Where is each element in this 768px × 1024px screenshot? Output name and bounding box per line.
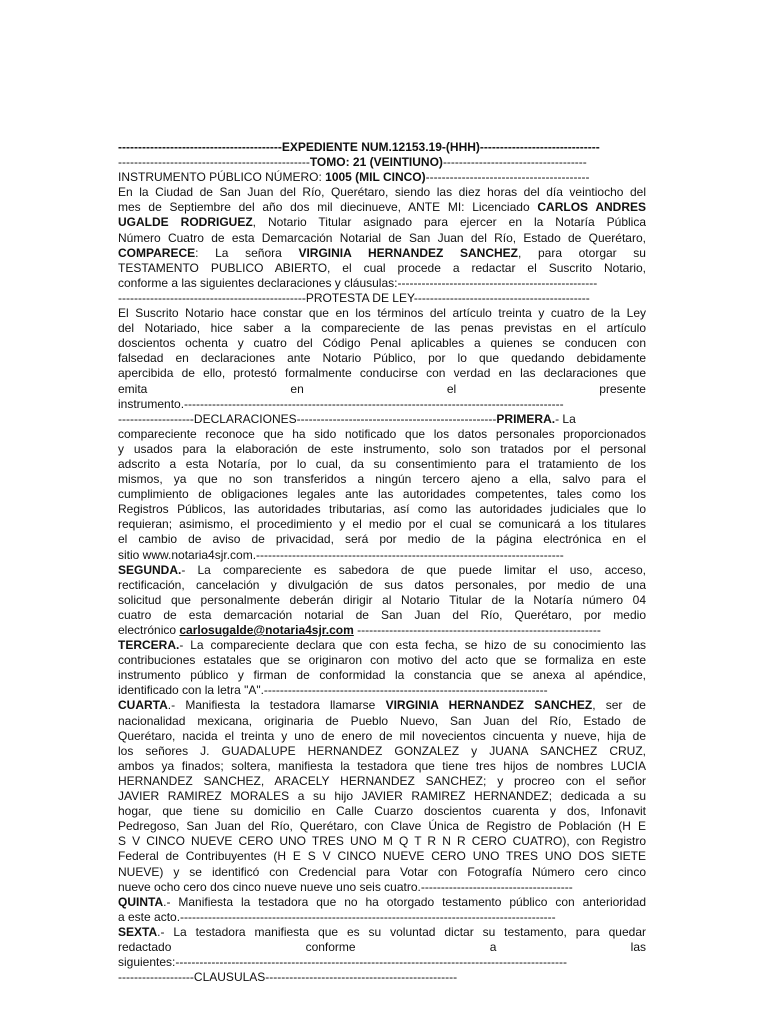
expediente-line: -----------------------------------------EXPEDIENTE NUM.12153.19-(HHH)------------------------------: [118, 140, 600, 154]
cuarta-line: CUARTA.- Manifiesta la testadora llamarse VIRGINIA HERNANDEZ SANCHEZ, ser de: [118, 698, 646, 713]
protesta-line: doscientos ochenta y cuatro del Código Penal aplicables a quienes se conducen con: [118, 336, 646, 351]
sexta-line: redactado conforme a las: [118, 939, 646, 954]
segunda-line: SEGUNDA.- La compareciente es sabedora de que puede limitar el uso, acceso,: [118, 562, 646, 577]
protesta-line: del Notariado, hice saber a la compareciente de las penas previstas en el artículo: [118, 321, 646, 336]
segunda-line: electrónico carlosugalde@notaria4sjr.com -------------------------------------------------------------: [118, 623, 601, 637]
segunda-line: cuatro de esta demarcación notarial de San Juan del Río, Querétaro, por medio: [118, 607, 646, 622]
primera-line: Registros Públicos, las autoridades tributarias, así como las autoridades judiciales que lo: [118, 502, 646, 517]
email-link[interactable]: carlosugalde@notaria4sjr.com: [179, 623, 354, 637]
intro-line: UGALDE RODRIGUEZ, Notario Titular asignado para ejercer en la Notaría Pública: [118, 215, 646, 230]
cuarta-line: hogar, que tiene su domicilio en Calle Cuarzo doscientos cuarenta y dos, Infonavit: [118, 804, 646, 819]
quinta-line: QUINTA.- Manifiesta la testadora que no ha otorgado testamento público con anterioridad: [118, 894, 646, 909]
notarial-document: [118, 140, 646, 985]
cuarta-line: Federal de Contribuyentes (H E S V CINCO NUEVE CERO UNO TRES UNO DOS SIETE: [118, 849, 646, 864]
primera-line: requieran; asimismo, el procedimiento y el medio por el cual se comunicará a los titulares: [118, 517, 646, 532]
primera-line: adscrito a esta Notaría, por lo cual, da su consentimiento para el tratamiento de los: [118, 456, 646, 471]
protesta-line: El Suscrito Notario hace constar que en los términos del artículo treinta y cuatro de la Ley: [118, 306, 646, 321]
tercera-line: contribuciones estatales que se originaron con motivo del acto que se formaliza en este: [118, 653, 646, 668]
primera-line: sitio www.notaria4sjr.com.-----------------------------------------------------------------------------: [118, 547, 564, 562]
comparece-line: COMPARECE: La señora VIRGINIA HERNANDEZ SANCHEZ, para otorgar su: [118, 245, 646, 260]
segunda-line: rectificación, cancelación y divulgación de sus datos personales, por medio de una: [118, 577, 646, 592]
primera-line: y usados para la elaboración de este instrumento, solo son tratados por el personal: [118, 441, 646, 456]
segunda-line: solicitud que personalmente deberán dirigir al Notario Titular de la Notaría número 04: [118, 592, 646, 607]
primera-line: el cambio de aviso de privacidad, será por medio de la página electrónica en el: [118, 532, 646, 547]
tercera-line: TERCERA.- La compareciente declara que con esta fecha, se hizo de su conocimiento las: [118, 638, 646, 653]
intro-line: mes de Septiembre del año dos mil diecinueve, ANTE MI: Licenciado CARLOS ANDRES: [118, 200, 646, 215]
quinta-line: a este acto.----------------------------------------------------------------------------------------------: [118, 909, 556, 924]
cuarta-line: nueve ocho cero dos cinco nueve nueve uno seis cuatro.--------------------------------------: [118, 879, 573, 894]
tercera-line: identificado con la letra "A".-----------------------------------------------------------------------: [118, 683, 548, 698]
cuarta-line: NUEVE) y se identificó con Credencial para Votar con Fotografía Número cero cinco: [118, 864, 646, 879]
primera-line: mismos, ya que no son transferidos a ningún tercero ajeno a ella, salvo para el: [118, 472, 646, 487]
primera-line: cumplimiento de obligaciones legales ante las autoridades competentes, tales como los: [118, 487, 646, 502]
cuarta-line: S V CINCO NUEVE CERO UNO TRES UNO M Q T R N R CERO CUATRO), con Registro: [118, 834, 646, 849]
cuarta-line: JAVIER RAMIREZ MORALES a su hijo JAVIER RAMIREZ HERNANDEZ; dedicada a su: [118, 789, 646, 804]
protesta-line: apercibida de ello, protestó formalmente conducirse con verdad en las declaraciones que: [118, 366, 646, 381]
cuarta-line: Querétaro, nacida el treinta y uno de enero de mil novecientos cincuenta y nueve, hija de: [118, 728, 646, 743]
sexta-line: SEXTA.- La testadora manifiesta que es su voluntad dictar su testamento, para quedar: [118, 924, 646, 939]
protesta-line: falsedad en declaraciones ante Notario Público, por lo que quedando debidamente: [118, 351, 646, 366]
primera-line: compareciente reconoce que ha sido notificado que los datos personales proporcionados: [118, 426, 646, 441]
intro-line: conforme a las siguientes declaraciones y cláusulas:--------------------------------------------------: [118, 275, 598, 290]
instrumento-line: INSTRUMENTO PÚBLICO NÚMERO: 1005 (MIL CINCO)-----------------------------------------: [118, 170, 590, 185]
protesta-line: instrumento.-----------------------------------------------------------------------------------------------: [118, 396, 564, 411]
intro-line: Número Cuatro de esta Demarcación Notarial de San Juan del Río, Estado de Querétaro,: [118, 230, 646, 245]
cuarta-line: los señores J. GUADALUPE HERNANDEZ GONZALEZ y JUANA SANCHEZ CRUZ,: [118, 743, 646, 758]
cuarta-line: nacionalidad mexicana, originaria de Pueblo Nuevo, San Juan del Río, Estado de: [118, 713, 646, 728]
cuarta-line: ambos ya finados; soltera, manifiesta la testadora que tiene tres hijos de nombres LUCIA: [118, 758, 646, 773]
declaraciones-heading: -------------------DECLARACIONES--------------------------------------------------PRIMERA.- La: [118, 411, 576, 426]
tomo-line: ------------------------------------------------TOMO: 21 (VEINTIUNO)------------------------------------: [118, 155, 587, 170]
sexta-line: siguientes:--------------------------------------------------------------------------------------------------: [118, 955, 567, 970]
intro-line: En la Ciudad de San Juan del Río, Querétaro, siendo las diez horas del día veintiocho del: [118, 185, 646, 200]
protesta-line: emita en el presente: [118, 381, 646, 396]
protesta-heading: -----------------------------------------------PROTESTA DE LEY--------------------------------------------: [118, 290, 590, 305]
cuarta-line: HERNANDEZ SANCHEZ, ARACELY HERNANDEZ SANCHEZ; y procreo con el señor: [118, 773, 646, 788]
tercera-line: instrumento público y firman de conformidad la constancia que se anexa al apéndice,: [118, 668, 646, 683]
intro-line: TESTAMENTO PUBLICO ABIERTO, el cual procede a redactar el Suscrito Notario,: [118, 260, 646, 275]
clausulas-heading: -------------------CLAUSULAS------------------------------------------------: [118, 970, 458, 985]
cuarta-line: Pedregoso, San Juan del Río, Querétaro, con Clave Única de Registro de Población (H E: [118, 819, 646, 834]
